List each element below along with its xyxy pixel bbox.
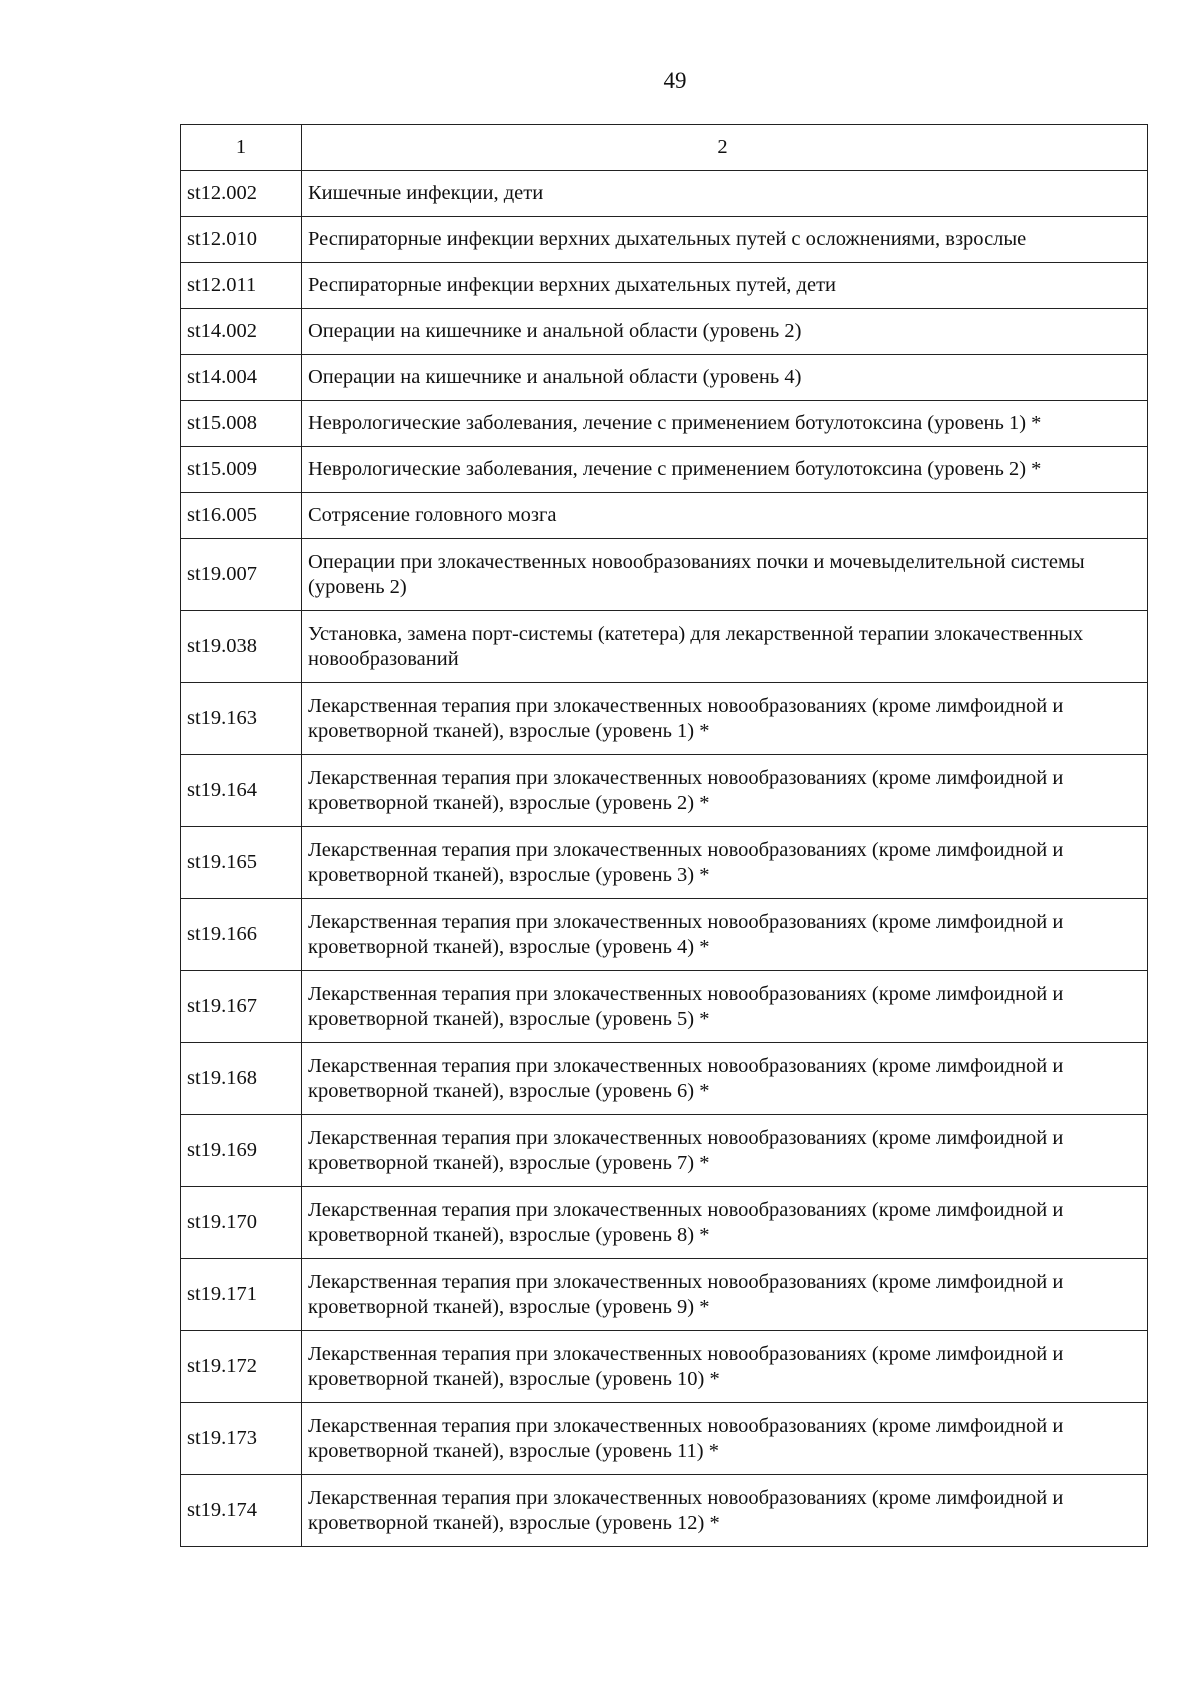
row-code: st15.009 <box>181 447 302 493</box>
row-code: st14.002 <box>181 309 302 355</box>
table-row <box>181 1475 1148 1547</box>
row-code: st19.007 <box>181 539 302 611</box>
row-description: Лекарственная терапия при злокачественных новообразованиях (кроме лимфоидной и кроветворной тканей), взрослые (уровень 2) * <box>302 755 1148 827</box>
row-description: Сотрясение головного мозга <box>302 493 1148 539</box>
row-code: st19.167 <box>181 971 302 1043</box>
table-header-row <box>181 125 1148 171</box>
table-row <box>181 309 1148 355</box>
table-row <box>181 971 1148 1043</box>
table-body <box>181 125 1148 1547</box>
row-description: Лекарственная терапия при злокачественных новообразованиях (кроме лимфоидной и кроветворной тканей), взрослые (уровень 7) * <box>302 1115 1148 1187</box>
row-code: st12.011 <box>181 263 302 309</box>
row-description: Неврологические заболевания, лечение с применением ботулотоксина (уровень 1) * <box>302 401 1148 447</box>
table-row <box>181 683 1148 755</box>
row-code: st19.164 <box>181 755 302 827</box>
table-row <box>181 401 1148 447</box>
row-description: Операции при злокачественных новообразованиях почки и мочевыделительной системы (уровень 2) <box>302 539 1148 611</box>
table-row <box>181 1115 1148 1187</box>
row-description: Кишечные инфекции, дети <box>302 171 1148 217</box>
tariff-table <box>180 124 1148 1547</box>
table-row <box>181 1331 1148 1403</box>
table-row <box>181 171 1148 217</box>
row-description: Лекарственная терапия при злокачественных новообразованиях (кроме лимфоидной и кроветворной тканей), взрослые (уровень 9) * <box>302 1259 1148 1331</box>
row-description: Операции на кишечнике и анальной области (уровень 4) <box>302 355 1148 401</box>
table-row <box>181 539 1148 611</box>
row-code: st19.038 <box>181 611 302 683</box>
row-description: Лекарственная терапия при злокачественных новообразованиях (кроме лимфоидной и кроветворной тканей), взрослые (уровень 3) * <box>302 827 1148 899</box>
table-row <box>181 1403 1148 1475</box>
table-row <box>181 611 1148 683</box>
table-row <box>181 827 1148 899</box>
row-description: Лекарственная терапия при злокачественных новообразованиях (кроме лимфоидной и кроветворной тканей), взрослые (уровень 10) * <box>302 1331 1148 1403</box>
row-code: st12.010 <box>181 217 302 263</box>
row-description: Лекарственная терапия при злокачественных новообразованиях (кроме лимфоидной и кроветворной тканей), взрослые (уровень 5) * <box>302 971 1148 1043</box>
row-description: Респираторные инфекции верхних дыхательных путей, дети <box>302 263 1148 309</box>
row-code: st19.173 <box>181 1403 302 1475</box>
row-code: st19.168 <box>181 1043 302 1115</box>
row-description: Лекарственная терапия при злокачественных новообразованиях (кроме лимфоидной и кроветворной тканей), взрослые (уровень 4) * <box>302 899 1148 971</box>
row-code: st19.163 <box>181 683 302 755</box>
row-description: Лекарственная терапия при злокачественных новообразованиях (кроме лимфоидной и кроветворной тканей), взрослые (уровень 6) * <box>302 1043 1148 1115</box>
row-code: st12.002 <box>181 171 302 217</box>
row-description: Операции на кишечнике и анальной области (уровень 2) <box>302 309 1148 355</box>
row-description: Установка, замена порт-системы (катетера) для лекарственной терапии злокачественных новообразований <box>302 611 1148 683</box>
table-row <box>181 355 1148 401</box>
row-description: Лекарственная терапия при злокачественных новообразованиях (кроме лимфоидной и кроветворной тканей), взрослые (уровень 11) * <box>302 1403 1148 1475</box>
table-row <box>181 899 1148 971</box>
row-description: Неврологические заболевания, лечение с применением ботулотоксина (уровень 2) * <box>302 447 1148 493</box>
page-number: 49 <box>663 68 687 93</box>
row-code: st15.008 <box>181 401 302 447</box>
column-header-1: 1 <box>181 125 302 171</box>
row-description: Лекарственная терапия при злокачественных новообразованиях (кроме лимфоидной и кроветворной тканей), взрослые (уровень 1) * <box>302 683 1148 755</box>
row-description: Лекарственная терапия при злокачественных новообразованиях (кроме лимфоидной и кроветворной тканей), взрослые (уровень 8) * <box>302 1187 1148 1259</box>
row-description: Респираторные инфекции верхних дыхательных путей с осложнениями, взрослые <box>302 217 1148 263</box>
table-row <box>181 263 1148 309</box>
row-code: st19.165 <box>181 827 302 899</box>
table-row <box>181 1187 1148 1259</box>
table-row <box>181 493 1148 539</box>
row-description: Лекарственная терапия при злокачественных новообразованиях (кроме лимфоидной и кроветворной тканей), взрослые (уровень 12) * <box>302 1475 1148 1547</box>
row-code: st19.172 <box>181 1331 302 1403</box>
row-code: st14.004 <box>181 355 302 401</box>
table-row <box>181 755 1148 827</box>
row-code: st19.171 <box>181 1259 302 1331</box>
column-header-2: 2 <box>302 125 1148 171</box>
row-code: st19.169 <box>181 1115 302 1187</box>
table-row <box>181 447 1148 493</box>
row-code: st16.005 <box>181 493 302 539</box>
table-row <box>181 217 1148 263</box>
row-code: st19.166 <box>181 899 302 971</box>
row-code: st19.174 <box>181 1475 302 1547</box>
table-row <box>181 1043 1148 1115</box>
row-code: st19.170 <box>181 1187 302 1259</box>
table-row <box>181 1259 1148 1331</box>
